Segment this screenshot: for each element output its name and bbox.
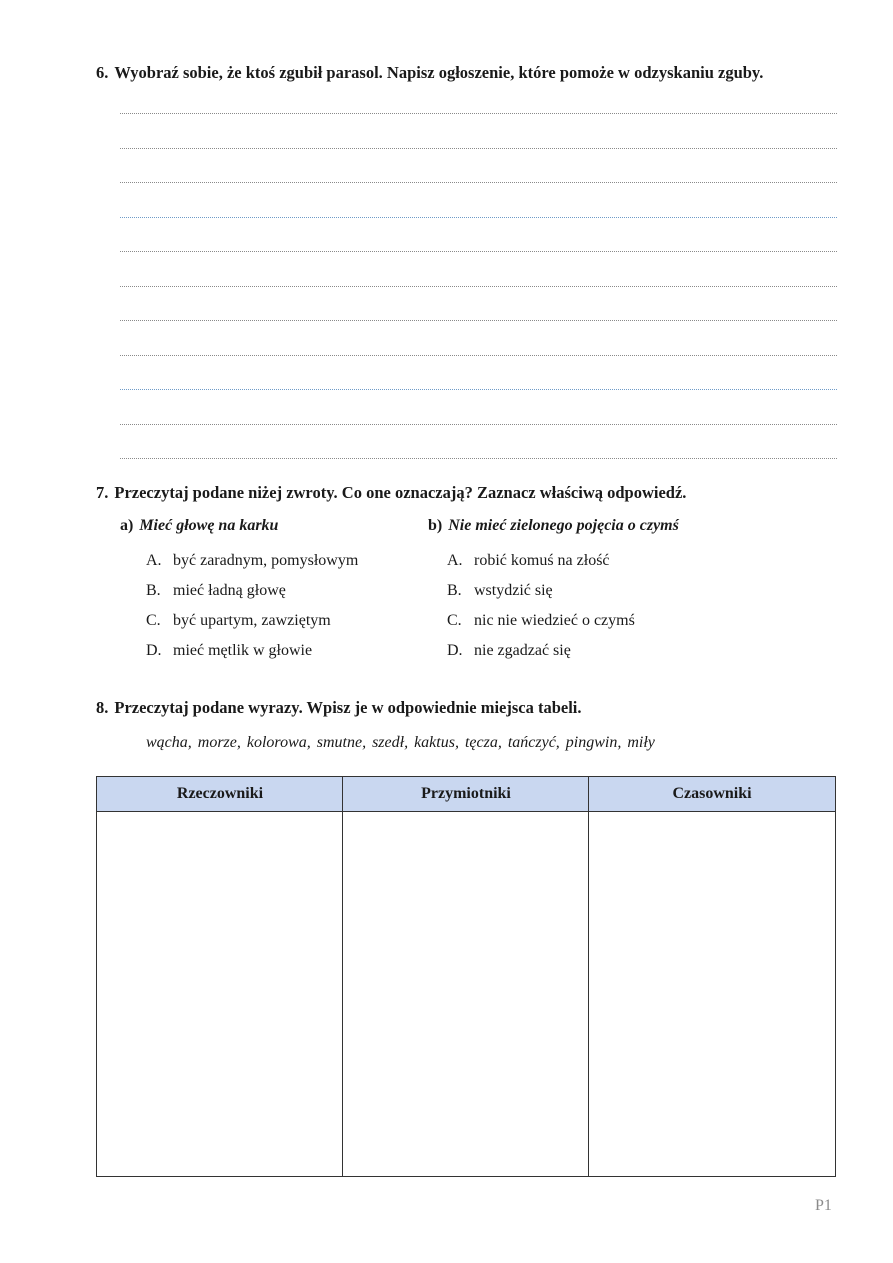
- answer-line[interactable]: [120, 217, 837, 218]
- question-8-text: Przeczytaj podane wyrazy. Wpisz je w odpowiednie miejsca tabeli.: [114, 698, 582, 717]
- option-letter: D.: [447, 642, 463, 659]
- answer-line[interactable]: [120, 286, 837, 287]
- option-text: wstydzić się: [474, 582, 553, 599]
- answer-line[interactable]: [120, 424, 837, 425]
- option-a-C[interactable]: [146, 612, 331, 630]
- option-letter: A.: [146, 552, 162, 569]
- option-text: być zaradnym, pomysłowym: [173, 552, 359, 569]
- word-list: wącha, morze, kolorowa, smutne, szedł, kaktus, tęcza, tańczyć, pingwin, miły: [146, 734, 655, 751]
- option-a-D[interactable]: [146, 642, 312, 660]
- option-b-C[interactable]: [447, 612, 635, 630]
- option-letter: B.: [146, 582, 161, 599]
- option-letter: C.: [447, 612, 462, 629]
- subquestion-b-label: b): [428, 517, 443, 534]
- option-letter: D.: [146, 642, 162, 659]
- answer-line[interactable]: [120, 389, 837, 390]
- option-letter: C.: [146, 612, 161, 629]
- option-b-D[interactable]: [447, 642, 571, 660]
- answer-line[interactable]: [120, 458, 837, 459]
- option-text: robić komuś na złość: [474, 552, 610, 569]
- word-table: [96, 776, 836, 1177]
- option-b-B[interactable]: [447, 582, 553, 600]
- option-text: nie zgadzać się: [474, 642, 571, 659]
- option-b-A[interactable]: [447, 552, 610, 570]
- option-text: być upartym, zawziętym: [173, 612, 331, 629]
- subquestion-a-phrase: Mieć głowę na karku: [139, 517, 279, 534]
- subquestion-b-phrase: Nie mieć zielonego pojęcia o czymś: [448, 517, 679, 534]
- question-7-number: 7.: [96, 483, 109, 502]
- column-header-nouns: Rzeczowniki: [176, 785, 264, 802]
- question-6-number: 6.: [96, 63, 109, 82]
- question-6-title: [96, 63, 763, 83]
- answer-line[interactable]: [120, 182, 837, 183]
- answer-line[interactable]: [120, 148, 837, 149]
- option-letter: A.: [447, 552, 463, 569]
- question-8-number: 8.: [96, 698, 109, 717]
- page-number: P1: [815, 1197, 832, 1214]
- column-header-verbs: Czasowniki: [672, 785, 752, 802]
- answer-line[interactable]: [120, 355, 837, 356]
- option-a-B[interactable]: [146, 582, 286, 600]
- verbs-answer-cell[interactable]: [589, 812, 834, 1174]
- question-6-text: Wyobraź sobie, że ktoś zgubił parasol. Napisz ogłoszenie, które pomoże w odzyskaniu zguby.: [114, 63, 764, 82]
- answer-line[interactable]: [120, 251, 837, 252]
- subquestion-a-heading: [120, 517, 278, 535]
- option-text: mieć mętlik w głowie: [173, 642, 313, 659]
- question-7-title: [96, 483, 686, 503]
- question-8-title: [96, 698, 582, 718]
- option-letter: B.: [447, 582, 462, 599]
- answer-line[interactable]: [120, 113, 837, 114]
- adjectives-answer-cell[interactable]: [343, 812, 588, 1174]
- table-header-row: [97, 777, 835, 812]
- column-header-adjectives: Przymiotniki: [421, 785, 511, 802]
- option-text: nic nie wiedzieć o czymś: [474, 612, 635, 629]
- subquestion-b-heading: [428, 517, 679, 535]
- option-text: mieć ładną głowę: [173, 582, 286, 599]
- question-7-text: Przeczytaj podane niżej zwroty. Co one oznaczają? Zaznacz właściwą odpowiedź.: [114, 483, 687, 502]
- subquestion-a-label: a): [120, 517, 134, 534]
- nouns-answer-cell[interactable]: [97, 812, 342, 1174]
- answer-line[interactable]: [120, 320, 837, 321]
- option-a-A[interactable]: [146, 552, 358, 570]
